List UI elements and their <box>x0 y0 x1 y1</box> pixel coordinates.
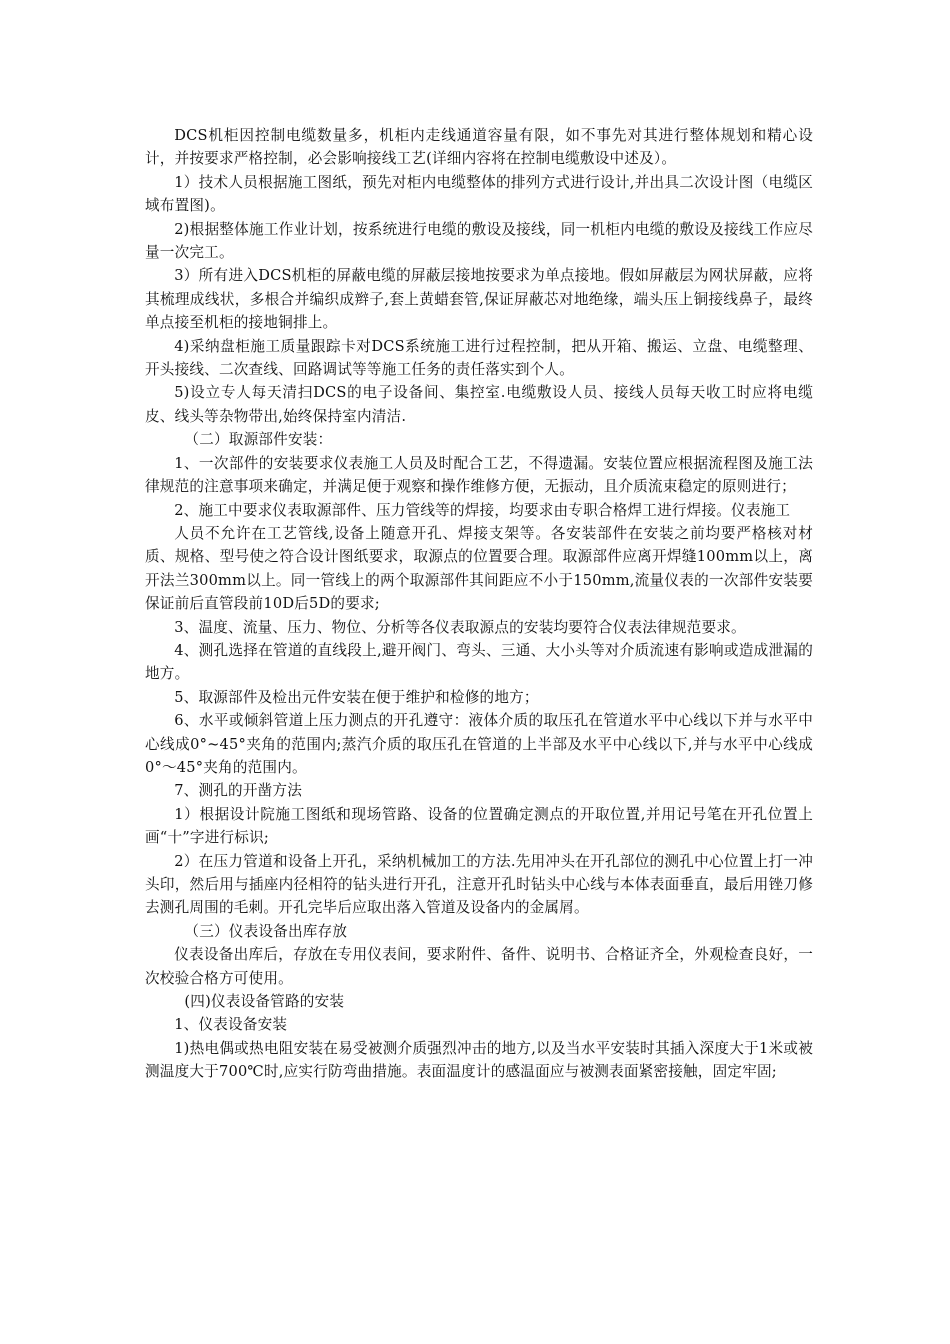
section-heading-3: （三）仪表设备出库存放 <box>184 922 348 940</box>
paragraph-item-2: 2)根据整体施工作业计划，按系统进行电缆的敷设及接线，同一机柜内电缆的敷设及接线工作应尽量一次完工。 <box>145 220 813 262</box>
paragraph-section2-7-2: 2）在压力管道和设备上开孔，采纳机械加工的方法.先用冲头在开孔部位的测孔中心位置上打一冲头印，然后用与插座内径相符的钻头进行开孔，注意开孔时钻头中心线与本体表面垂直，最后用锉刀修去测孔周围的毛刺。开孔完毕后应取出落入管道及设备内的金属屑。 <box>145 852 813 917</box>
section-heading-4: (四)仪表设备管路的安装 <box>184 993 345 1011</box>
paragraph-section2-3: 3、温度、流量、压力、物位、分析等各仪表取源点的安装均要符合仪表法律规范要求。 <box>174 618 746 636</box>
paragraph-section4-1: 1、仪表设备安装 <box>174 1016 288 1034</box>
paragraph-section2-1: 1、一次部件的安装要求仪表施工人员及时配合工艺，不得遗漏。安装位置应根据流程图及施工法律规范的注意事项来确定，并满足便于观察和操作维修方便，无振动，且介质流束稳定的原则进行； <box>145 454 813 496</box>
paragraph-section2-2-cont: 人员不允许在工艺管线,设备上随意开孔、焊接支架等。各安装部件在安装之前均要严格核对材质、规格、型号使之符合设计图纸要求，取源点的位置要合理。取源部件应离开焊缝100mm以上，离开法兰300mm以上。同一管线上的两个取源部件其间距应不小于150mm,流量仪表的一次部件安装要保证前后直管段前10D后5D的要求; <box>145 524 813 613</box>
paragraph-item-1: 1）技术人员根据施工图纸，预先对柜内电缆整体的排列方式进行设计,并出具二次设计图（电缆区域布置图)。 <box>145 173 813 215</box>
paragraph-item-5: 5)设立专人每天清扫DCS的电子设备间、集控室.电缆敷设人员、接线人员每天收工时应将电缆皮、线头等杂物带出,始终保持室内清洁. <box>145 384 813 425</box>
paragraph-section3: 仪表设备出库后，存放在专用仪表间，要求附件、备件、说明书、合格证齐全，外观检查良好，一次校验合格方可使用。 <box>145 946 813 987</box>
paragraph-intro: DCS机柜因控制电缆数量多，机柜内走线通道容量有限，如不事先对其进行整体规划和精心设计，并按要求严格控制，必会影响接线工艺(详细内容将在控制电缆敷设中述及）。 <box>145 127 813 168</box>
paragraph-section4-1-1: 1)热电偶或热电阻安装在易受被测介质强烈冲击的地方,以及当水平安装时其插入深度大于1米或被测温度大于700℃时,应实行防弯曲措施。表面温度计的感温面应与被测表面紧密接触，固定牢固; <box>145 1039 813 1081</box>
document-body <box>145 124 813 1084</box>
paragraph-section2-6: 6、水平或倾斜管道上压力测点的开孔遵守：液体介质的取压孔在管道水平中心线以下并与水平中心线成0°~45°夹角的范围内;蒸汽介质的取压孔在管道的上半部及水平中心线以下,并与水平中心线成 0°～45°夹角的范围内。 <box>145 712 813 776</box>
paragraph-section2-7-1: 1）根据设计院施工图纸和现场管路、设备的位置确定测点的开取位置,并用记号笔在开孔位置上画“十”字进行标识; <box>145 805 813 847</box>
section-heading-2: （二）取源部件安装： <box>184 431 333 449</box>
paragraph-section2-5: 5、取源部件及检出元件安装在便于维护和检修的地方； <box>174 688 539 706</box>
paragraph-item-3: 3）所有进入DCS机柜的屏蔽电缆的屏蔽层接地按要求为单点接地。假如屏蔽层为网状屏蔽，应将其梳理成线状，多根合并编织成辫子,套上黄蜡套管,保证屏蔽芯对地绝缘，端头压上铜接线鼻子，最终单点接至机柜的接地铜排上。 <box>145 267 813 332</box>
paragraph-item-4: 4)采纳盘柜施工质量跟踪卡对DCS系统施工进行过程控制，把从开箱、搬运、立盘、电缆整理、开头接线、二次查线、回路调试等等施工任务的责任落实到个人。 <box>145 337 813 379</box>
paragraph-section2-4: 4、测孔选择在管道的直线段上,避开阀门、弯头、三通、大小头等对介质流速有影响或造成泄漏的地方。 <box>145 641 813 683</box>
paragraph-section2-2: 2、施工中要求仪表取源部件、压力管线等的焊接，均要求由专职合格焊工进行焊接。仪表施工 <box>174 501 791 519</box>
paragraph-section2-7: 7、测孔的开凿方法 <box>174 782 303 800</box>
